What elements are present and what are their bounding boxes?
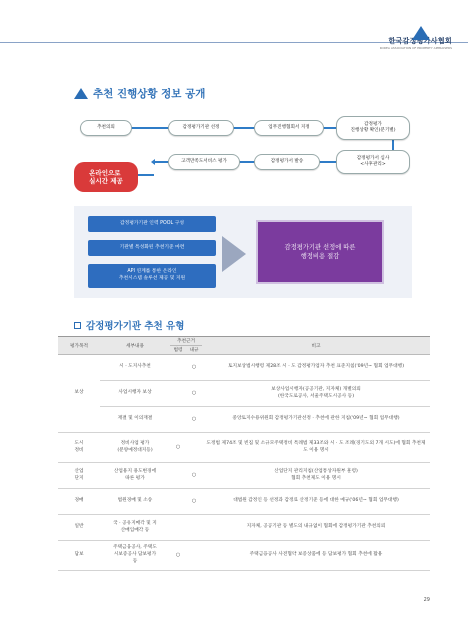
- cell-law: [170, 515, 186, 541]
- cell-note: 산업단지 관리지침(산업통상자원부 훈령) 협회 추천제도 이용 명시: [202, 463, 430, 489]
- cell-purpose: 일반: [58, 515, 100, 541]
- col-basis: 추천근거: [170, 337, 202, 346]
- col-note: 비고: [202, 337, 430, 355]
- right-arrow-icon: [222, 236, 246, 272]
- col-internal: 내규: [186, 346, 202, 355]
- table-row: [58, 355, 430, 381]
- cell-law: [170, 463, 186, 489]
- cell-law: [170, 407, 186, 433]
- cell-note: 토지보상법시행령 제28조 시 · 도 감정평가업자 추천 표준지침('09년~ 협회 업무대행): [202, 355, 430, 381]
- cell-law: [170, 381, 186, 407]
- cell-note: 중앙토지수용위원회 감정평가기관선정 · 추천에 관한 지침('09년~ 협회 업무대행): [202, 407, 430, 433]
- table-row: [58, 463, 430, 489]
- cell-internal: ○: [186, 355, 202, 381]
- page-number: 29: [423, 597, 430, 603]
- flow-step-assign: 업무진행협회서 지정: [254, 120, 324, 136]
- cell-internal: ○: [186, 407, 202, 433]
- cell-internal: ○: [186, 489, 202, 515]
- cell-law: ○: [170, 433, 186, 463]
- flow-step-request: 추천의뢰: [80, 120, 132, 136]
- association-logo: [380, 30, 452, 50]
- flow-step-report-send: 감정평가서 발송: [254, 154, 320, 170]
- cell-law: [170, 355, 186, 381]
- table-row: [58, 381, 430, 407]
- logo-english-text: KOREA ASSOCIATION OF PROPERTY APPRAISERS: [379, 46, 452, 50]
- cell-purpose: 산업 단지: [58, 463, 100, 489]
- cell-purpose: 보상: [58, 355, 100, 433]
- cell-note: 지자체, 공공기관 등 별도의 내규없이 협회에 감정평가기관 추천의뢰: [202, 515, 430, 541]
- cell-note: 대법원 감정인 등 선정과 감정료 산정기준 등에 대한 예규('06년~ 협회 업무대행): [202, 489, 430, 515]
- cell-purpose: 도시 정비: [58, 433, 100, 463]
- cell-detail: 재결 및 이의재결: [100, 407, 170, 433]
- table-row: [58, 433, 430, 463]
- panel-item-api: API 연계를 통한 온라인 추천시스템 솔루션 제공 및 지원: [88, 264, 216, 288]
- cell-note: 도정법 제74조 및 빈집 및 소규모주택정비 특례법 제33조와 시 · 도 조례(경기도외 7개 시도)에 협회 추천제도 이용 명시: [202, 433, 430, 463]
- flow-step-review: 감정평가서 심사 <사후관리>: [336, 150, 410, 174]
- cell-detail: 법원경매 및 소송: [100, 489, 170, 515]
- cell-internal: [186, 433, 202, 463]
- benefits-panel: [74, 206, 412, 298]
- cell-internal: ○: [186, 463, 202, 489]
- cell-detail: 사업시행자 보상: [100, 381, 170, 407]
- cell-detail: 주택금융공사, 주택도 시보증공사 담보평가 등: [100, 541, 170, 571]
- panel-result: 감정평가기관 선정에 따른 행정비용 절감: [256, 220, 384, 284]
- section-title: 감정평가기관 추천 유형: [86, 321, 185, 332]
- table-row: [58, 515, 430, 541]
- flow-step-select: 감정평가기관 선정: [168, 120, 234, 136]
- col-purpose: 평가목적: [58, 337, 100, 355]
- cell-detail: 산업용지 용도변경에 따른 평가: [100, 463, 170, 489]
- panel-item-pool: 감정평가기관 인력 POOL 구성: [88, 216, 216, 232]
- process-flow-diagram: [74, 114, 412, 202]
- panel-item-criteria: 기관별 특성화된 추천기준 마련: [88, 240, 216, 256]
- table-row: [58, 541, 430, 571]
- cell-detail: 정비사업 평가 (분양예정대지등): [100, 433, 170, 463]
- cell-detail: 시 · 도지사추천: [100, 355, 170, 381]
- cell-purpose: 담보: [58, 541, 100, 571]
- cell-internal: [186, 515, 202, 541]
- square-bullet-icon: [74, 322, 81, 329]
- cell-purpose: 경매: [58, 489, 100, 515]
- cell-internal: ○: [186, 381, 202, 407]
- cell-law: [170, 489, 186, 515]
- table-row: [58, 489, 430, 515]
- online-realtime-badge: 온라인으로 실시간 제공: [74, 162, 138, 192]
- flow-step-satisfaction: 고객만족도서비스 평가: [168, 154, 240, 170]
- cell-note: 보상사업시행자(공공기관, 지자체) 개별의뢰 (한국도로공사, 서울주택도시공사 등): [202, 381, 430, 407]
- col-law: 법령: [170, 346, 186, 355]
- flow-step-progress-check: 감정평가 진행상황 확인(분기별): [336, 116, 410, 140]
- recommendation-types-table: [58, 336, 430, 571]
- section-title: 추천 진행상황 정보 공개: [93, 88, 206, 100]
- triangle-bullet-icon: [74, 88, 88, 99]
- cell-law: ○: [170, 541, 186, 571]
- section-heading-types: [74, 318, 184, 332]
- flow-arrow-online: [136, 174, 154, 176]
- col-detail: 세부내용: [100, 337, 170, 355]
- cell-note: 주택금융공사 사전협약 보증상품에 등 담보평가 협회 추천에 활용: [202, 541, 430, 571]
- cell-internal: [186, 541, 202, 571]
- section-heading-progress: [74, 86, 205, 101]
- logo-korean-text: 한국감정평가사협회: [388, 37, 452, 45]
- cell-detail: 국 · 공유지매각 및 지 산매입매각 등: [100, 515, 170, 541]
- table-row: [58, 407, 430, 433]
- logo-mark-icon: [412, 26, 430, 40]
